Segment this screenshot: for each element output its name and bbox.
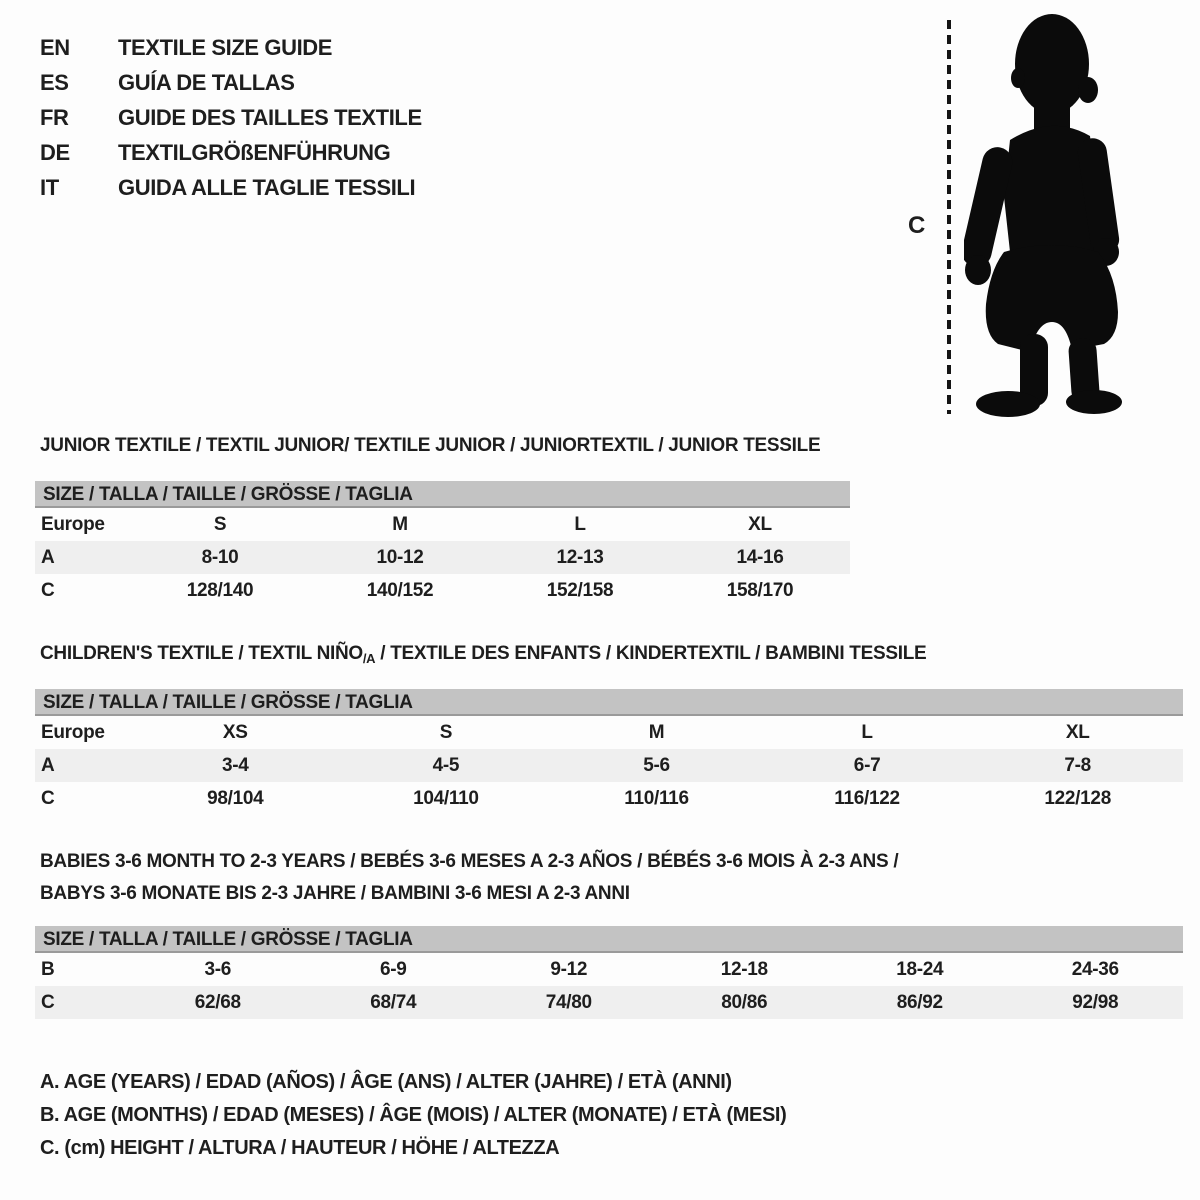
language-list (40, 30, 422, 205)
row-label: A (41, 754, 55, 776)
size-value-cell: 12-18 (720, 958, 768, 980)
language-row (40, 65, 422, 100)
row-label: C (41, 991, 55, 1013)
size-value-cell: 128/140 (186, 579, 254, 601)
row-label: C (41, 787, 55, 809)
language-code: ES (40, 69, 69, 95)
children-section-heading (40, 643, 926, 666)
row-label: Europe (41, 513, 105, 535)
size-value-cell: M (392, 513, 408, 535)
size-value-cell: 3-4 (222, 754, 249, 776)
size-value-cell: 116/122 (834, 787, 900, 809)
table-row (35, 541, 850, 574)
size-value-cell: M (648, 721, 665, 743)
language-row (40, 135, 422, 170)
size-value-cell: L (861, 721, 873, 743)
size-header-bar: SIZE / TALLA / TAILLE / GRÖSSE / TAGLIA (35, 481, 850, 508)
size-value-cell: 8-10 (201, 546, 239, 568)
size-value-cell: 62/68 (194, 991, 241, 1013)
size-value-cell: S (439, 721, 453, 743)
size-value-cell: 10-12 (376, 546, 424, 568)
size-value-cell: XL (1065, 721, 1090, 743)
table-row (35, 716, 1183, 749)
size-value-cell: 3-6 (204, 958, 232, 980)
row-label: A (41, 546, 55, 568)
row-label: Europe (41, 721, 105, 743)
table-row (35, 986, 1183, 1019)
size-value-cell: L (574, 513, 586, 535)
size-header-bar: SIZE / TALLA / TAILLE / GRÖSSE / TAGLIA (35, 926, 1183, 953)
row-label: C (41, 579, 55, 601)
size-value-cell: 140/152 (366, 579, 434, 601)
toddler-silhouette-icon (964, 12, 1134, 420)
size-value-cell: 68/74 (370, 991, 417, 1013)
size-value-cell: 6-9 (379, 958, 407, 980)
size-header-bar: SIZE / TALLA / TAILLE / GRÖSSE / TAGLIA (35, 689, 1183, 716)
language-title: TEXTILE SIZE GUIDE (118, 34, 333, 60)
size-value-cell: 12-13 (556, 546, 604, 568)
language-title: GUIDA ALLE TAGLIE TESSILI (118, 174, 416, 200)
language-code: DE (40, 139, 70, 165)
children-heading-text: CHILDREN'S TEXTILE / TEXTIL NIÑO (40, 643, 363, 664)
language-code: EN (40, 34, 70, 60)
size-value-cell: 152/158 (546, 579, 614, 601)
language-title: GUIDE DES TAILLES TEXTILE (118, 104, 422, 130)
language-title: TEXTILGRÖßENFÜHRUNG (118, 139, 391, 165)
size-value-cell: 4-5 (432, 754, 460, 776)
size-value-cell: 110/116 (624, 787, 689, 809)
legend-line-b: B. AGE (MONTHS) / EDAD (MESES) / ÂGE (MOIS) / ALTER (MONATE) / ETÀ (MESI) (40, 1104, 787, 1126)
size-value-cell: XS (222, 721, 248, 743)
size-value-cell: 122/128 (1044, 787, 1111, 809)
row-label: B (41, 958, 55, 980)
size-value-cell: 86/92 (896, 991, 943, 1013)
size-value-cell: 98/104 (207, 787, 264, 809)
size-value-cell: 92/98 (1072, 991, 1119, 1013)
table-row (35, 508, 850, 541)
language-row (40, 100, 422, 135)
size-table-babies (35, 926, 1183, 1019)
language-row (40, 30, 422, 65)
size-table-junior (35, 481, 850, 607)
size-value-cell: 80/86 (721, 991, 768, 1013)
size-value-cell: 74/80 (545, 991, 592, 1013)
legend-line-c: C. (cm) HEIGHT / ALTURA / HAUTEUR / HÖHE / ALTEZZA (40, 1137, 560, 1159)
size-value-cell: 6-7 (853, 754, 881, 776)
table-row (35, 574, 850, 607)
size-value-cell: 18-24 (896, 958, 944, 980)
language-row (40, 170, 422, 205)
size-table-children (35, 689, 1183, 815)
table-row (35, 953, 1183, 986)
language-code: IT (40, 174, 59, 200)
size-value-cell: 7-8 (1064, 754, 1091, 776)
measure-label-c: C (908, 212, 926, 239)
language-code: FR (40, 104, 69, 130)
junior-section-heading: JUNIOR TEXTILE / TEXTIL JUNIOR/ TEXTILE JUNIOR / JUNIORTEXTIL / JUNIOR TESSILE (40, 435, 821, 456)
table-row (35, 749, 1183, 782)
size-value-cell: 5-6 (643, 754, 670, 776)
size-value-cell: XL (748, 513, 772, 535)
size-value-cell: 14-16 (736, 546, 784, 568)
babies-section-heading-line2: BABYS 3-6 MONATE BIS 2-3 JAHRE / BAMBINI 3-6 MESI A 2-3 ANNI (40, 883, 630, 904)
children-heading-subscript: /A (362, 651, 376, 666)
size-value-cell: S (213, 513, 227, 535)
size-value-cell: 9-12 (550, 958, 588, 980)
children-heading-text: / TEXTILE DES ENFANTS / KINDERTEXTIL / BAMBINI TESSILE (375, 643, 927, 664)
legend-line-a: A. AGE (YEARS) / EDAD (AÑOS) / ÂGE (ANS) / ALTER (JAHRE) / ETÀ (ANNI) (40, 1071, 732, 1093)
table-row (35, 782, 1183, 815)
height-measure-dashed-line (947, 20, 951, 414)
babies-section-heading-line1: BABIES 3-6 MONTH TO 2-3 YEARS / BEBÉS 3-6 MESES A 2-3 AÑOS / BÉBÉS 3-6 MOIS À 2-3 ANS / (40, 851, 899, 872)
size-value-cell: 24-36 (1071, 958, 1119, 980)
size-value-cell: 104/110 (413, 787, 479, 809)
size-value-cell: 158/170 (726, 579, 794, 601)
language-title: GUÍA DE TALLAS (118, 69, 295, 95)
